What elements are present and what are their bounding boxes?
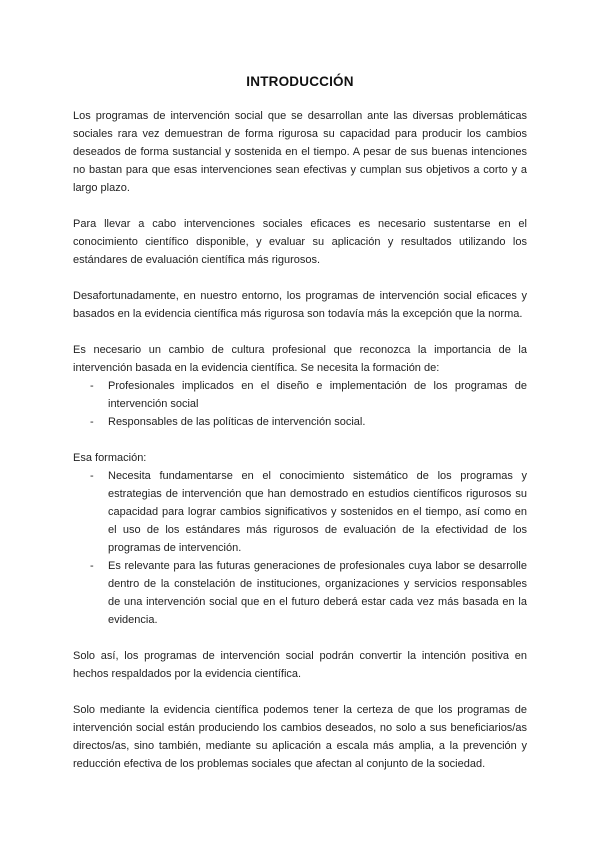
paragraph-6: Solo así, los programas de intervención social podrán convertir la intención positiva en hechos respaldados por la evidencia científica. — [73, 650, 527, 680]
paragraph-5: Esa formación: — [73, 452, 147, 464]
list-item: - Responsables de las políticas de intervención social. — [90, 413, 527, 431]
paragraph-4: Es necesario un cambio de cultura profesional que reconozca la importancia de la intervención basada en la evidencia científica. Se necesita la formación de: — [73, 344, 527, 374]
page-title: INTRODUCCIÓN — [246, 74, 354, 89]
training-targets-list — [73, 377, 527, 431]
list-item: - Profesionales implicados en el diseño e implementación de los programas de intervención social — [90, 377, 527, 413]
paragraph-gap — [73, 197, 527, 215]
paragraph-gap — [73, 323, 527, 341]
paragraph-gap — [73, 269, 527, 287]
paragraph-gap — [73, 629, 527, 647]
paragraph-1: Los programas de intervención social que se desarrollan ante las diversas problemáticas sociales rara vez demuestran de forma rigurosa su capacidad para producir los cambios deseados de forma sustancial y sostenida en el tiempo. A pesar de sus buenas intenciones no bastan para que esas intervenciones sean efectivas y cumplan sus objetivos a corto y a largo plazo. — [73, 110, 527, 194]
paragraph-2: Para llevar a cabo intervenciones sociales eficaces es necesario sustentarse en el conocimiento científico disponible, y evaluar su aplicación y resultados utilizando los estándares de evaluación científica más rigurosos. — [73, 218, 527, 266]
training-features-list — [73, 467, 527, 629]
paragraph-7: Solo mediante la evidencia científica podemos tener la certeza de que los programas de intervención social están produciendo los cambios deseados, no solo a sus beneficiarios/as directos/as, sino también, mediante su aplicación a escala más amplia, a la prevención y reducción efectiva de los problemas sociales que afectan al conjunto de la sociedad. — [73, 704, 527, 770]
paragraph-gap — [73, 431, 527, 449]
list-item: - Es relevante para las futuras generaciones de profesionales cuya labor se desarrolle dentro de la constelación de instituciones, organizaciones y servicios responsables de una intervención social que en el futuro deberá estar cada vez más basada en la evidencia. — [90, 557, 527, 629]
paragraph-gap — [73, 683, 527, 701]
list-item: - Necesita fundamentarse en el conocimiento sistemático de los programas y estrategias de intervención que han demostrado en estudios científicos rigurosos su capacidad para lograr cambios significativos y sostenidos en el tiempo, así como en el uso de los estándares más rigurosos de evaluación de la efectividad de los programas de intervención. — [90, 467, 527, 557]
paragraph-3: Desafortunadamente, en nuestro entorno, los programas de intervención social eficaces y basados en la evidencia científica más rigurosa son todavía más la excepción que la norma. — [73, 290, 527, 320]
